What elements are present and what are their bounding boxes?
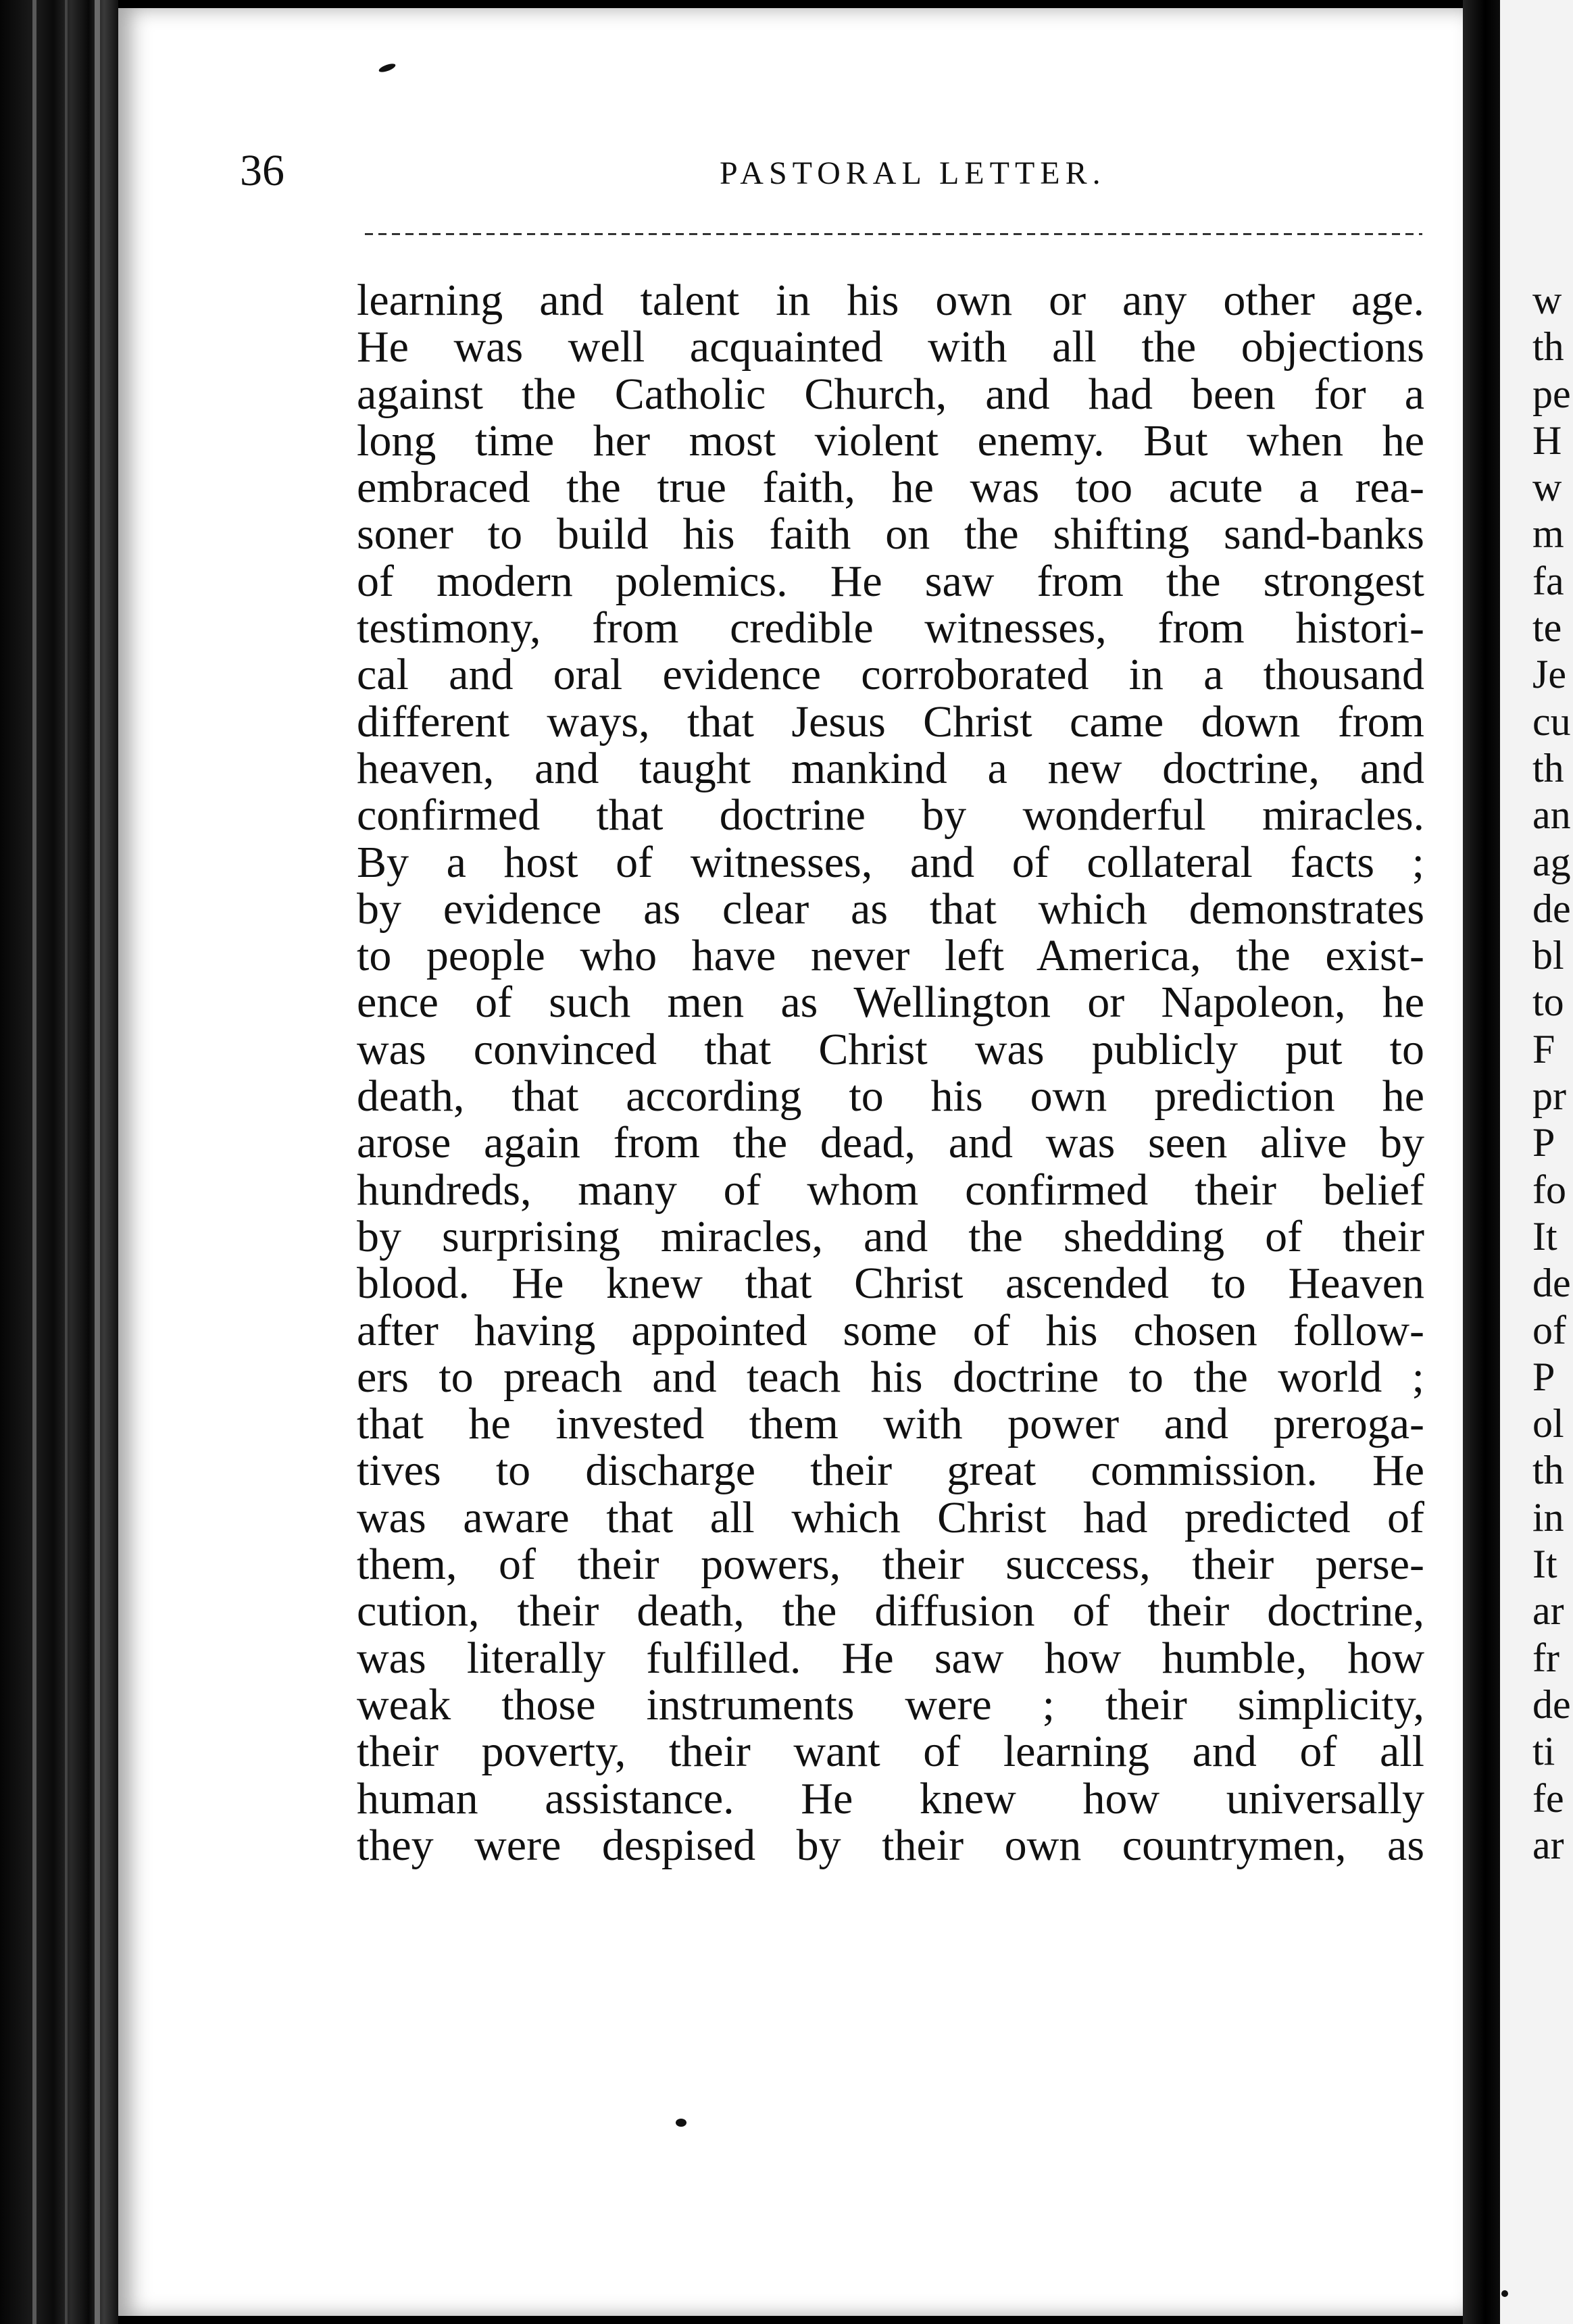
facing-page-fragment: pe bbox=[1532, 371, 1571, 416]
facing-page-fragment: Je bbox=[1532, 652, 1566, 697]
text-line: learning and talent in his own or any other age. bbox=[357, 276, 1424, 325]
running-head bbox=[240, 145, 1348, 206]
text-line: soner to build his faith on the shifting sand-banks bbox=[357, 509, 1424, 559]
facing-page-fragment: P bbox=[1532, 1354, 1555, 1399]
facing-page-fragment: de bbox=[1532, 886, 1571, 931]
text-line: their poverty, their want of learning and of all bbox=[357, 1727, 1424, 1777]
facing-page-fragment: ag bbox=[1532, 839, 1571, 884]
text-line: to people who have never left America, the exist- bbox=[357, 931, 1424, 981]
facing-page-fragment: H bbox=[1532, 418, 1562, 463]
facing-page-fragment: in bbox=[1532, 1494, 1564, 1540]
facing-page-fragment: te bbox=[1532, 605, 1562, 651]
text-line: by surprising miracles, and the shedding of their bbox=[357, 1211, 1424, 1261]
facing-page-fragment: fo bbox=[1532, 1167, 1566, 1212]
facing-page-fragment: P bbox=[1532, 1120, 1555, 1165]
text-line: embraced the true faith, he was too acute a rea- bbox=[357, 463, 1424, 513]
text-line: long time her most violent enemy. But when he bbox=[357, 415, 1424, 465]
facing-page-fragment: an bbox=[1532, 792, 1571, 838]
facing-page-fragment: de bbox=[1532, 1682, 1571, 1727]
text-line: against the Catholic Church, and had been for a bbox=[357, 369, 1424, 419]
text-line: confirmed that doctrine by wonderful miracles. bbox=[357, 790, 1424, 840]
text-line: weak those instruments were ; their simplicity, bbox=[357, 1679, 1424, 1729]
text-line: arose again from the dead, and was seen alive by bbox=[357, 1118, 1424, 1168]
facing-page-fragment: bl bbox=[1532, 933, 1564, 978]
page-number: 36 bbox=[240, 146, 284, 195]
binding-edge-line bbox=[65, 0, 68, 2324]
text-line: different ways, that Jesus Christ came down from bbox=[357, 697, 1424, 747]
text-line: was convinced that Christ was publicly put to bbox=[357, 1024, 1424, 1074]
facing-page-fragment: pr bbox=[1532, 1073, 1566, 1119]
text-line: that he invested them with power and preroga- bbox=[357, 1399, 1424, 1449]
text-line: By a host of witnesses, and of collateral facts ; bbox=[357, 837, 1424, 887]
facing-page-fragment: to bbox=[1532, 980, 1564, 1025]
facing-page-fragment: th bbox=[1532, 324, 1564, 370]
binding-edge-line bbox=[95, 0, 100, 2324]
page-gutter bbox=[1463, 0, 1500, 2324]
facing-page-fragment: ol bbox=[1532, 1401, 1564, 1446]
facing-page-fragment: fa bbox=[1532, 558, 1564, 603]
facing-page-fragment: ti bbox=[1532, 1729, 1555, 1774]
text-line: He was well acquainted with all the objections bbox=[357, 322, 1424, 372]
text-line: tives to discharge their great commission. He bbox=[357, 1446, 1424, 1496]
facing-page-fragment: It bbox=[1532, 1213, 1557, 1259]
body-text bbox=[357, 277, 1424, 1869]
ink-speck bbox=[676, 2119, 686, 2127]
facing-page-fragment: fr bbox=[1532, 1635, 1559, 1680]
text-line: testimony, from credible witnesses, from histori- bbox=[357, 603, 1424, 653]
ink-speck bbox=[1501, 2290, 1508, 2297]
facing-page-fragment: w bbox=[1532, 278, 1562, 322]
facing-page-fragment: ar bbox=[1532, 1822, 1564, 1867]
text-line: ence of such men as Wellington or Napoleon, he bbox=[357, 978, 1424, 1028]
text-line: cal and oral evidence corroborated in a thousand bbox=[357, 650, 1424, 700]
text-line: of modern polemics. He saw from the strongest bbox=[357, 556, 1424, 606]
facing-page-fragment: F bbox=[1532, 1026, 1555, 1071]
text-line: was aware that all which Christ had predicted of bbox=[357, 1492, 1424, 1542]
text-line: cution, their death, the diffusion of their doctrine, bbox=[357, 1586, 1424, 1636]
facing-page-fragment: th bbox=[1532, 745, 1564, 790]
text-line: blood. He knew that Christ ascended to Heaven bbox=[357, 1259, 1424, 1309]
text-line: ers to preach and teach his doctrine to the world ; bbox=[357, 1352, 1424, 1402]
text-line: them, of their powers, their success, their perse- bbox=[357, 1540, 1424, 1590]
text-line: they were despised by their own countrymen, as bbox=[357, 1820, 1424, 1870]
facing-page-fragment: cu bbox=[1532, 699, 1571, 744]
facing-page-fragment: ar bbox=[1532, 1588, 1564, 1634]
facing-page-fragment: de bbox=[1532, 1261, 1571, 1306]
facing-page-fragment: th bbox=[1532, 1448, 1564, 1493]
book-binding bbox=[0, 0, 118, 2324]
facing-page-text-fragments bbox=[1532, 277, 1571, 1869]
text-line: was literally fulfilled. He saw how humble, how bbox=[357, 1633, 1424, 1683]
text-line: heaven, and taught mankind a new doctrine, and bbox=[357, 743, 1424, 793]
facing-page-fragment: It bbox=[1532, 1542, 1557, 1587]
facing-page-fragment: fe bbox=[1532, 1775, 1564, 1821]
facing-page-fragment: m bbox=[1532, 511, 1564, 557]
text-line: human assistance. He knew how universally bbox=[357, 1773, 1424, 1823]
text-line: after having appointed some of his chosen follow- bbox=[357, 1305, 1424, 1355]
text-line: hundreds, many of whom confirmed their belief bbox=[357, 1165, 1424, 1215]
text-line: death, that according to his own prediction he bbox=[357, 1071, 1424, 1121]
running-title: PASTORAL LETTER. bbox=[720, 155, 1106, 191]
header-rule bbox=[365, 233, 1422, 235]
facing-page-fragment: w bbox=[1532, 465, 1562, 510]
binding-edge-line bbox=[32, 0, 36, 2324]
facing-page-fragment: of bbox=[1532, 1307, 1566, 1353]
text-line: by evidence as clear as that which demonstrates bbox=[357, 884, 1424, 934]
